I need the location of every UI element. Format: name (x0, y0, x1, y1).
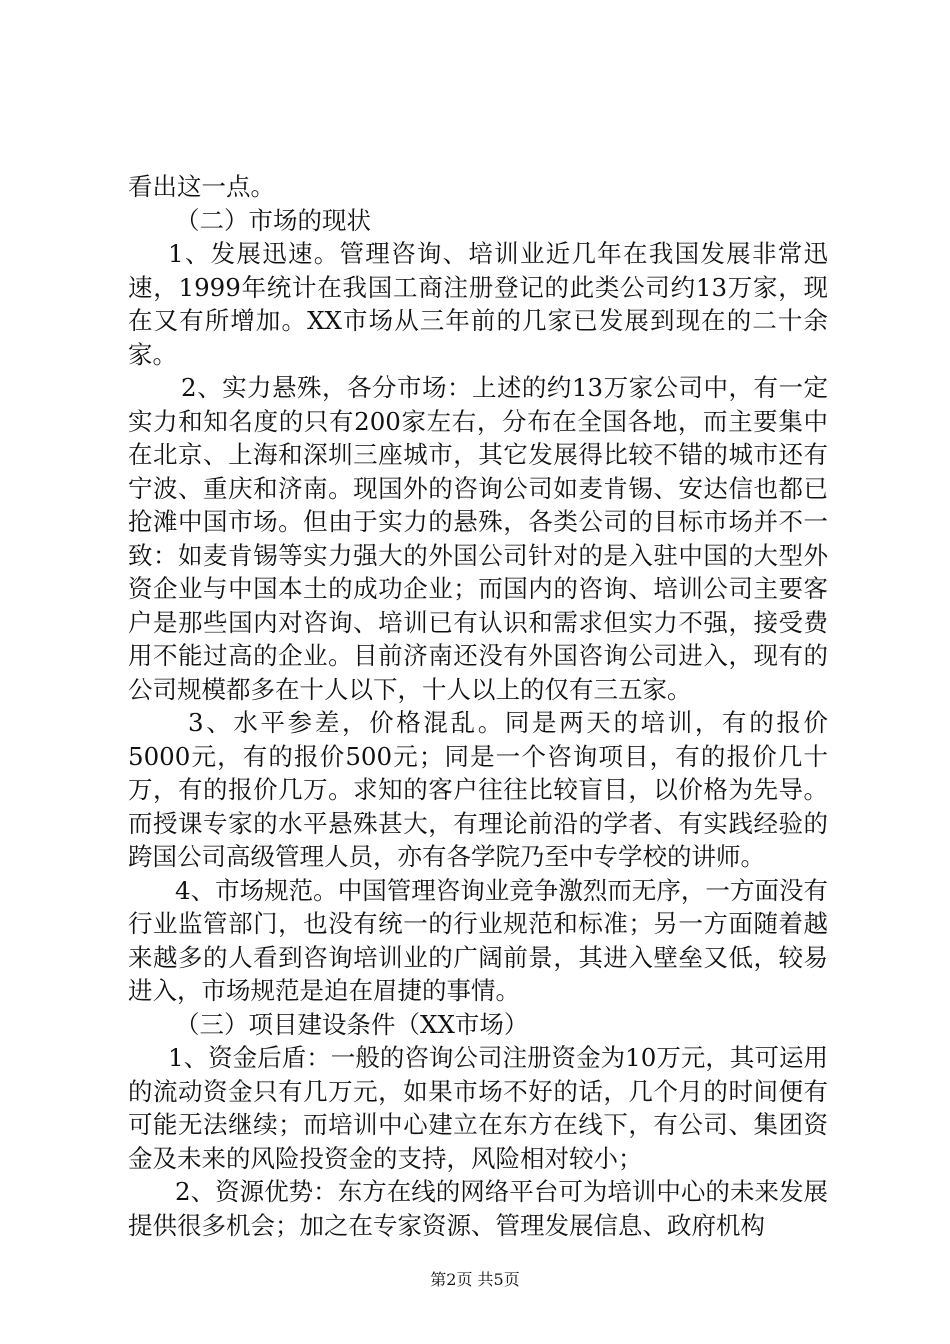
paragraph-strength-gap: 2、实力悬殊，各分市场：上述的约13万家公司中，有一定实力和知名度的只有200家左右，分布在全国各地，而主要集中在北京、上海和深圳三座城市，其它发展得比较不错的城市还有宁波、重庆和济南。现国外的咨询公司如麦肯锡、安达信也都已抢滩中国市场。但由于实力的悬殊，各类公司的目标市场并不一致：如麦肯锡等实力强大的外国公司针对的是入驻中国的大型外资企业与中国本土的成功企业；而国内的咨询、培训公司主要客户是那些国内对咨询、培训已有认识和需求但实力不强，接受费用不能过高的企业。目前济南还没有外国咨询公司进入，现有的公司规模都多在十人以下，十人以上的仅有三五家。 (128, 373, 828, 704)
section-heading-market-status: （二）市场的现状 (175, 205, 371, 235)
page-footer: 第2页 共5页 (430, 1270, 520, 1289)
section-heading-project-conditions: （三）项目建设条件（XX市场） (175, 1009, 529, 1039)
paragraph-rapid-development: 1、发展迅速。管理咨询、培训业近几年在我国发展非常迅速，1999年统计在我国工商注册登记的此类公司约13万家，现在又有所增加。XX市场从三年前的几家已发展到现在的二十余家。 (128, 239, 828, 369)
paragraph-resource-advantage: 2、资源优势：东方在线的网络平台可为培训中心的未来发展提供很多机会；加之在专家资源、管理发展信息、政府机构 (128, 1177, 828, 1240)
paragraph-funding-support: 1、资金后盾：一般的咨询公司注册资金为10万元，其可运用的流动资金只有几万元，如果市场不好的话，几个月的时间便有可能无法继续；而培训中心建立在东方在线下，有公司、集团资金及未来的风险投资金的支持，风险相对较小； (128, 1043, 828, 1173)
paragraph-price-chaos: 3、水平参差，价格混乱。同是两天的培训，有的报价5000元，有的报价500元；同是一个咨询项目，有的报价几十万，有的报价几万。求知的客户往往比较盲目，以价格为先导。而授课专家的水平悬殊甚大，有理论前沿的学者、有实践经验的跨国公司高级管理人员，亦有各学院乃至中专学校的讲师。 (128, 708, 828, 871)
paragraph-continuation: 看出这一点。 (128, 172, 275, 201)
paragraph-market-regulation: 4、市场规范。中国管理咨询业竞争激烈而无序，一方面没有行业监管部门，也没有统一的行业规范和标准；另一方面随着越来越多的人看到咨询培训业的广阔前景，其进入壁垒又低，较易进入，市场规范是迫在眉捷的事情。 (128, 875, 828, 1005)
document-body (128, 170, 828, 1242)
